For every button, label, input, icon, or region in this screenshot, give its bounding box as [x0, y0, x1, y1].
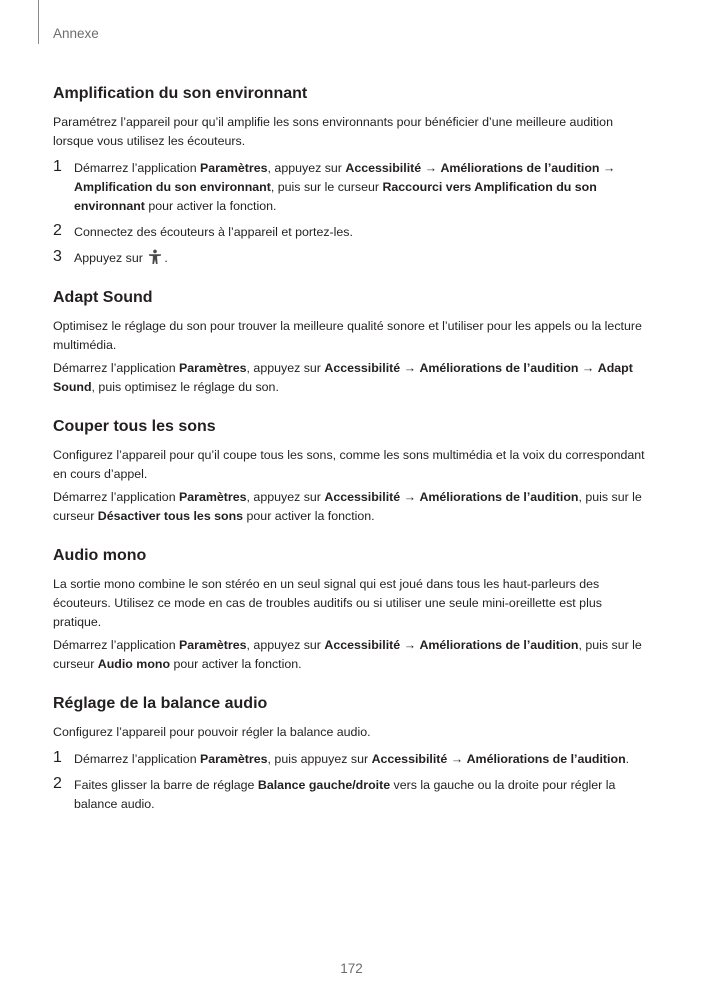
toggle-raccourci: Raccourci vers Amplification du son environnant [74, 180, 597, 213]
menu-ameliorations-audition: Améliorations de l’audition [419, 490, 579, 504]
step-text: Faites glisser la barre de réglage [74, 778, 258, 792]
section-adapt-sound [53, 288, 653, 397]
menu-parametres: Paramètres [200, 752, 268, 766]
section-amplification [53, 84, 653, 268]
text: , appuyez sur [246, 490, 325, 504]
text: , appuyez sur [246, 638, 325, 652]
arrow: → [400, 361, 420, 375]
step-text: , puis sur le curseur [270, 180, 383, 194]
step-number: 1 [53, 749, 62, 766]
menu-ameliorations-audition: Améliorations de l’audition [419, 638, 579, 652]
section-title: Amplification du son environnant [53, 85, 308, 102]
step-text: pour activer la fonction. [144, 199, 277, 213]
section-intro: La sortie mono combine le son stéréo en un seul signal qui est joué dans tous les haut-parleurs des écouteurs. Utilisez ce mode en cas de troubles auditifs ou si utiliser une seule mini-oreillette est plus pratique. [53, 577, 602, 629]
menu-amplification: Amplification du son environnant [74, 180, 271, 194]
text: pour activer la fonction. [243, 509, 375, 523]
page-content [53, 84, 653, 821]
step-text: Démarrez l’application [74, 161, 201, 175]
step-1 [53, 159, 653, 216]
toggle-desactiver-sons: Désactiver tous les sons [97, 509, 244, 523]
step-number: 2 [53, 222, 62, 239]
section-title: Adapt Sound [53, 289, 153, 306]
text: Démarrez l’application [53, 361, 180, 375]
text: pour activer la fonction. [170, 657, 302, 671]
arrow: → [400, 638, 420, 652]
arrow: → [400, 490, 420, 504]
text: , puis sur le curseur [53, 638, 642, 671]
menu-parametres: Paramètres [179, 638, 247, 652]
arrow: → [599, 161, 616, 175]
menu-accessibilite: Accessibilité [345, 161, 422, 175]
section-intro: Configurez l’appareil pour qu’il coupe tous les sons, comme les sons multimédia et la voix du correspondant en cours d’appel. [53, 448, 645, 481]
arrow: → [447, 752, 467, 766]
step-number: 1 [53, 158, 62, 175]
section-mute-all [53, 417, 653, 526]
section-instruction [53, 359, 653, 397]
section-title: Réglage de la balance audio [53, 695, 268, 712]
menu-ameliorations-audition: Améliorations de l’audition [419, 361, 579, 375]
step-number: 3 [53, 248, 62, 265]
step-text: Appuyez sur [74, 251, 147, 265]
step-number: 2 [53, 775, 62, 792]
section-instruction [53, 636, 653, 674]
step-2 [53, 776, 653, 814]
menu-accessibilite: Accessibilité [324, 361, 401, 375]
step-text: . [625, 752, 630, 766]
arrow: → [421, 161, 441, 175]
section-intro: Configurez l’appareil pour pouvoir régler la balance audio. [53, 725, 371, 739]
text: , appuyez sur [246, 361, 325, 375]
menu-parametres: Paramètres [200, 161, 268, 175]
step-2 [53, 223, 653, 242]
section-instruction [53, 488, 653, 526]
section-title: Audio mono [53, 547, 147, 564]
step-text: . [164, 251, 168, 265]
section-audio-mono [53, 546, 653, 674]
step-text: , puis appuyez sur [267, 752, 372, 766]
step-3 [53, 249, 653, 268]
step-text: vers la gauche ou la droite pour régler la balance audio. [74, 778, 616, 811]
menu-parametres: Paramètres [179, 490, 247, 504]
slider-balance: Balance gauche/droite [257, 778, 391, 792]
menu-parametres: Paramètres [179, 361, 247, 375]
section-intro: Paramétrez l’appareil pour qu’il amplifie les sons environnants pour bénéficier d’une meilleure audition lorsque vous utilisez les écouteurs. [53, 115, 613, 148]
menu-ameliorations-audition: Améliorations de l’audition [466, 752, 626, 766]
step-1 [53, 750, 653, 769]
section-intro: Optimisez le réglage du son pour trouver la meilleure qualité sonore et l’utiliser pour les appels ou la lecture multimédia. [53, 319, 642, 352]
menu-accessibilite: Accessibilité [324, 638, 401, 652]
arrow: → [578, 361, 598, 375]
accessibility-icon [147, 249, 163, 265]
header-divider [38, 0, 39, 44]
text: , puis optimisez le réglage du son. [91, 380, 279, 394]
menu-ameliorations-audition: Améliorations de l’audition [440, 161, 600, 175]
text: , puis sur le curseur [53, 490, 642, 523]
header-label: Annexe [53, 26, 99, 41]
step-text: , appuyez sur [267, 161, 346, 175]
step-text: Démarrez l’application [74, 752, 201, 766]
section-title: Couper tous les sons [53, 418, 216, 435]
step-text: Connectez des écouteurs à l’appareil et portez-les. [74, 225, 353, 239]
menu-accessibilite: Accessibilité [324, 490, 401, 504]
toggle-audio-mono: Audio mono [97, 657, 171, 671]
section-balance-audio [53, 694, 653, 814]
text: Démarrez l’application [53, 490, 180, 504]
text: Démarrez l’application [53, 638, 180, 652]
page-number: 172 [340, 961, 363, 976]
menu-accessibilite: Accessibilité [371, 752, 448, 766]
menu-adapt-sound: Adapt Sound [53, 361, 633, 394]
